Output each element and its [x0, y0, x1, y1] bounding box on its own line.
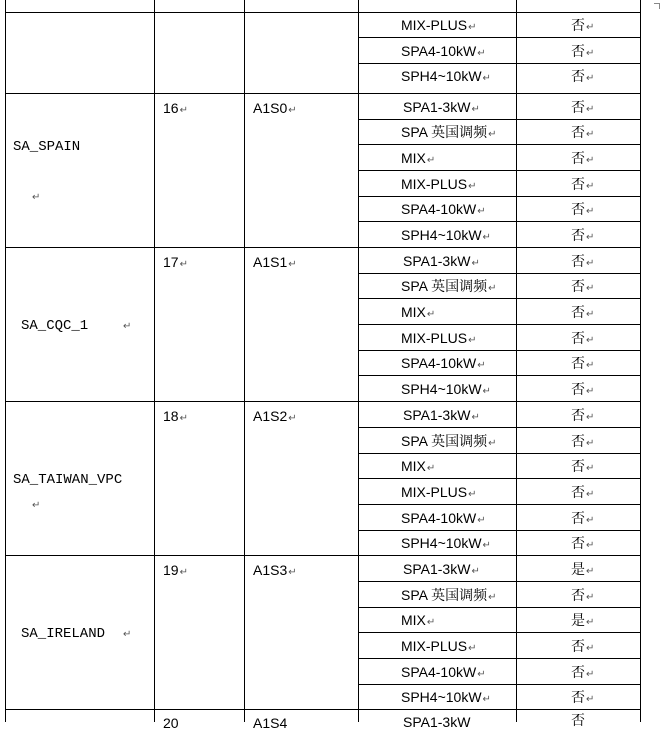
row-line [358, 453, 641, 454]
row-line [5, 12, 641, 13]
row-line [358, 504, 641, 505]
model-cell: SPA 英国调频↵ [401, 433, 497, 449]
table-border-col3 [358, 0, 359, 722]
table-border-left [5, 0, 6, 722]
group-code: A1S3↵ [253, 562, 297, 578]
model-cell: MIX↵ [401, 458, 436, 474]
table-border-col2 [244, 0, 245, 722]
group-index: 18↵ [163, 408, 188, 424]
group-name: SA_TAIWAN_VPC [13, 472, 123, 488]
answer-cell: 是↵ [571, 612, 595, 628]
page-corner-mark [654, 3, 660, 9]
model-cell: SPH4~10kW↵ [401, 535, 491, 551]
answer-cell: 否↵ [571, 68, 595, 84]
model-cell: SPA1-3kW↵ [403, 561, 480, 577]
answer-cell: 否↵ [571, 253, 595, 269]
row-line [358, 273, 641, 274]
answer-cell: 否↵ [571, 689, 595, 705]
table-border-right [640, 0, 641, 722]
model-cell: SPA1-3kW↵ [403, 407, 480, 423]
row-line [358, 170, 641, 171]
model-cell: SPA4-10kW↵ [401, 510, 486, 526]
model-cell: SPA4-10kW↵ [401, 355, 486, 371]
answer-cell: 否↵ [571, 458, 595, 474]
model-cell: MIX↵ [401, 150, 436, 166]
answer-cell: 否↵ [571, 304, 595, 320]
row-line [358, 221, 641, 222]
group-name-mark: ↵ [123, 321, 132, 332]
answer-cell: 否↵ [571, 510, 595, 526]
answer-cell: 否↵ [571, 638, 595, 654]
answer-cell: 否↵ [571, 201, 595, 217]
answer-cell: 否↵ [571, 664, 595, 680]
row-line [358, 607, 641, 608]
model-cell: SPH4~10kW↵ [401, 689, 491, 705]
group-line [5, 93, 641, 94]
model-cell: SPA4-10kW↵ [401, 201, 486, 217]
answer-cell: 否↵ [571, 227, 595, 243]
group-index: 20 [163, 715, 179, 731]
row-line [358, 63, 641, 64]
group-index: 19↵ [163, 562, 188, 578]
table-border-col1 [154, 0, 155, 722]
model-cell: SPH4~10kW↵ [401, 68, 491, 84]
row-line [358, 144, 641, 145]
table-border-col4 [516, 0, 517, 722]
group-name-mark: ↵ [32, 500, 41, 511]
answer-cell: 否↵ [571, 535, 595, 551]
answer-cell: 否↵ [571, 484, 595, 500]
model-cell: MIX-PLUS↵ [401, 484, 477, 500]
group-name-mark: ↵ [32, 192, 41, 203]
group-code: A1S2↵ [253, 408, 297, 424]
group-name-mark: ↵ [123, 629, 132, 640]
answer-cell: 否↵ [571, 355, 595, 371]
row-line [358, 37, 641, 38]
answer-cell: 否↵ [571, 407, 595, 423]
model-cell: MIX-PLUS↵ [401, 330, 477, 346]
answer-cell: 否 [571, 712, 585, 728]
answer-cell: 否↵ [571, 124, 595, 140]
answer-cell: 否↵ [571, 433, 595, 449]
row-line [358, 375, 641, 376]
answer-cell: 否↵ [571, 17, 595, 33]
row-line [358, 658, 641, 659]
row-line [358, 632, 641, 633]
row-line [358, 119, 641, 120]
row-line [358, 324, 641, 325]
row-line [358, 530, 641, 531]
answer-cell: 否↵ [571, 176, 595, 192]
answer-cell: 否↵ [571, 381, 595, 397]
model-cell: MIX↵ [401, 304, 436, 320]
row-line [358, 581, 641, 582]
group-name: SA_SPAIN [13, 139, 81, 155]
group-code: A1S1↵ [253, 254, 297, 270]
answer-cell: 否↵ [571, 99, 595, 115]
model-cell: SPA1-3kW↵ [403, 253, 480, 269]
group-code: A1S4 [253, 715, 288, 731]
answer-cell: 否↵ [571, 150, 595, 166]
group-name: SA_CQC_1 [21, 318, 89, 334]
model-cell: SPA 英国调频↵ [401, 278, 497, 294]
model-cell: SPA4-10kW↵ [401, 664, 486, 680]
row-line [358, 298, 641, 299]
model-cell: SPH4~10kW↵ [401, 381, 491, 397]
group-line [5, 709, 641, 710]
row-line [358, 427, 641, 428]
model-cell: MIX↵ [401, 612, 436, 628]
answer-cell: 否↵ [571, 587, 595, 603]
group-line [5, 401, 641, 402]
model-cell: SPA1-3kW↵ [403, 99, 480, 115]
group-line [5, 555, 641, 556]
model-cell: MIX-PLUS↵ [401, 638, 477, 654]
model-cell: SPA 英国调频↵ [401, 124, 497, 140]
group-index: 17↵ [163, 254, 188, 270]
group-name: SA_IRELAND [21, 626, 106, 642]
row-line [358, 196, 641, 197]
row-line [358, 350, 641, 351]
answer-cell: 是↵ [571, 561, 595, 577]
model-cell: SPH4~10kW↵ [401, 227, 491, 243]
group-line [5, 247, 641, 248]
answer-cell: 否↵ [571, 330, 595, 346]
row-line [358, 684, 641, 685]
model-cell: MIX-PLUS↵ [401, 176, 477, 192]
model-cell: MIX-PLUS↵ [401, 17, 477, 33]
group-index: 16↵ [163, 100, 188, 116]
row-line [358, 478, 641, 479]
answer-cell: 否↵ [571, 43, 595, 59]
model-cell: SPA4-10kW↵ [401, 43, 486, 59]
group-code: A1S0↵ [253, 100, 297, 116]
model-cell: SPA 英国调频↵ [401, 587, 497, 603]
answer-cell: 否↵ [571, 278, 595, 294]
model-cell: SPA1-3kW [403, 714, 471, 730]
